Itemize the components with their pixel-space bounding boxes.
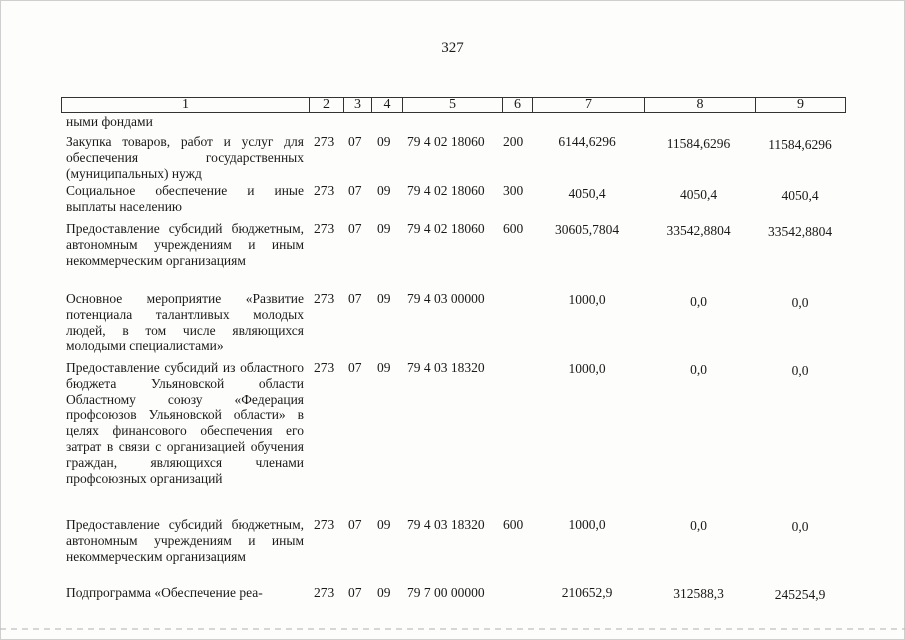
- cell-col-5: 79 4 03 18320: [407, 517, 485, 532]
- cell-col-4: 09: [377, 585, 391, 600]
- cell-col-5: 79 4 02 18060: [407, 134, 485, 149]
- cell-col-2: 273: [314, 221, 335, 236]
- cell-col-6: 300: [503, 183, 524, 198]
- cell-col-7: 4050,4: [568, 186, 606, 201]
- cell-col-9: 0,0: [791, 519, 809, 534]
- cell-col-9: 0,0: [791, 363, 809, 378]
- cell-col-4: 09: [377, 517, 391, 532]
- scan-artifact-line: [0, 628, 905, 630]
- row-name: ными фондами: [66, 114, 153, 129]
- cell-col-2: 273: [314, 183, 335, 198]
- cell-col-3: 07: [348, 221, 362, 236]
- cell-col-2: 273: [314, 134, 335, 149]
- cell-col-7: 1000,0: [568, 361, 606, 376]
- cell-col-6: 600: [503, 221, 524, 236]
- header-col-8: 8: [644, 98, 755, 112]
- cell-col-8: 11584,6296: [666, 136, 731, 151]
- cell-col-7: 210652,9: [561, 585, 613, 600]
- cell-col-4: 09: [377, 360, 391, 375]
- cell-col-3: 07: [348, 291, 362, 306]
- cell-col-3: 07: [348, 134, 362, 149]
- cell-col-7: 1000,0: [568, 517, 606, 532]
- header-col-2: 2: [309, 98, 343, 112]
- cell-col-9: 4050,4: [781, 188, 819, 203]
- row-name: Закупка товаров, работ и услуг для обеспечения государственных (муниципальных) нужд: [66, 134, 304, 181]
- cell-col-2: 273: [314, 517, 335, 532]
- header-col-6: 6: [502, 98, 532, 112]
- cell-col-5: 79 4 02 18060: [407, 221, 485, 236]
- table-header: [61, 97, 846, 113]
- header-col-5: 5: [402, 98, 502, 112]
- cell-col-2: 273: [314, 360, 335, 375]
- header-col-7: 7: [532, 98, 644, 112]
- header-col-4: 4: [371, 98, 402, 112]
- cell-col-8: 0,0: [690, 294, 707, 309]
- cell-col-3: 07: [348, 183, 362, 198]
- cell-col-3: 07: [348, 585, 362, 600]
- cell-col-7: 6144,6296: [558, 134, 616, 149]
- cell-col-7: 1000,0: [568, 292, 606, 307]
- cell-col-5: 79 4 02 18060: [407, 183, 485, 198]
- row-name: Основное мероприятие «Развитие потенциала талантливых молодых людей, в том числе являющихся молодыми специалистами»: [66, 291, 304, 354]
- cell-col-4: 09: [377, 221, 391, 236]
- cell-col-5: 79 4 03 18320: [407, 360, 485, 375]
- cell-col-9: 245254,9: [774, 587, 826, 602]
- row-name: Социальное обеспечение и иные выплаты населению: [66, 183, 304, 214]
- cell-col-5: 79 7 00 00000: [407, 585, 485, 600]
- cell-col-7: 30605,7804: [554, 222, 620, 237]
- cell-col-8: 0,0: [690, 518, 707, 533]
- cell-col-9: 11584,6296: [768, 137, 832, 152]
- header-col-1: 1: [182, 97, 189, 112]
- cell-col-5: 79 4 03 00000: [407, 291, 485, 306]
- cell-col-9: 0,0: [791, 295, 809, 310]
- cell-col-9: 33542,8804: [767, 224, 833, 239]
- cell-col-6: 200: [503, 134, 524, 149]
- page-number: 327: [441, 40, 464, 56]
- cell-col-4: 09: [377, 183, 391, 198]
- cell-col-3: 07: [348, 517, 362, 532]
- cell-col-2: 273: [314, 585, 335, 600]
- cell-col-8: 33542,8804: [666, 223, 731, 238]
- cell-col-8: 312588,3: [673, 586, 724, 601]
- cell-col-4: 09: [377, 291, 391, 306]
- cell-col-8: 4050,4: [679, 187, 718, 202]
- header-col-3: 3: [343, 98, 371, 112]
- row-name: Подпрограмма «Обеспечение реа-: [66, 585, 263, 600]
- header-col-9: 9: [755, 98, 845, 112]
- row-name: Предоставление субсидий бюджетным, автономным учреждениям и иным некоммерческим организациям: [66, 517, 304, 564]
- cell-col-4: 09: [377, 134, 391, 149]
- cell-col-3: 07: [348, 360, 362, 375]
- row-name: Предоставление субсидий бюджетным, автономным учреждениям и иным некоммерческим организациям: [66, 221, 304, 268]
- cell-col-8: 0,0: [690, 362, 707, 377]
- cell-col-2: 273: [314, 291, 335, 306]
- row-name: Предоставление субсидий из областного бюджета Ульяновской области Областному союзу «Федерация профсоюзов Ульяновской области» в целях финансового обеспечения его затрат в связи с организацией обучения граждан, являющихся членами профсоюзных организаций: [66, 360, 304, 486]
- cell-col-6: 600: [503, 517, 524, 532]
